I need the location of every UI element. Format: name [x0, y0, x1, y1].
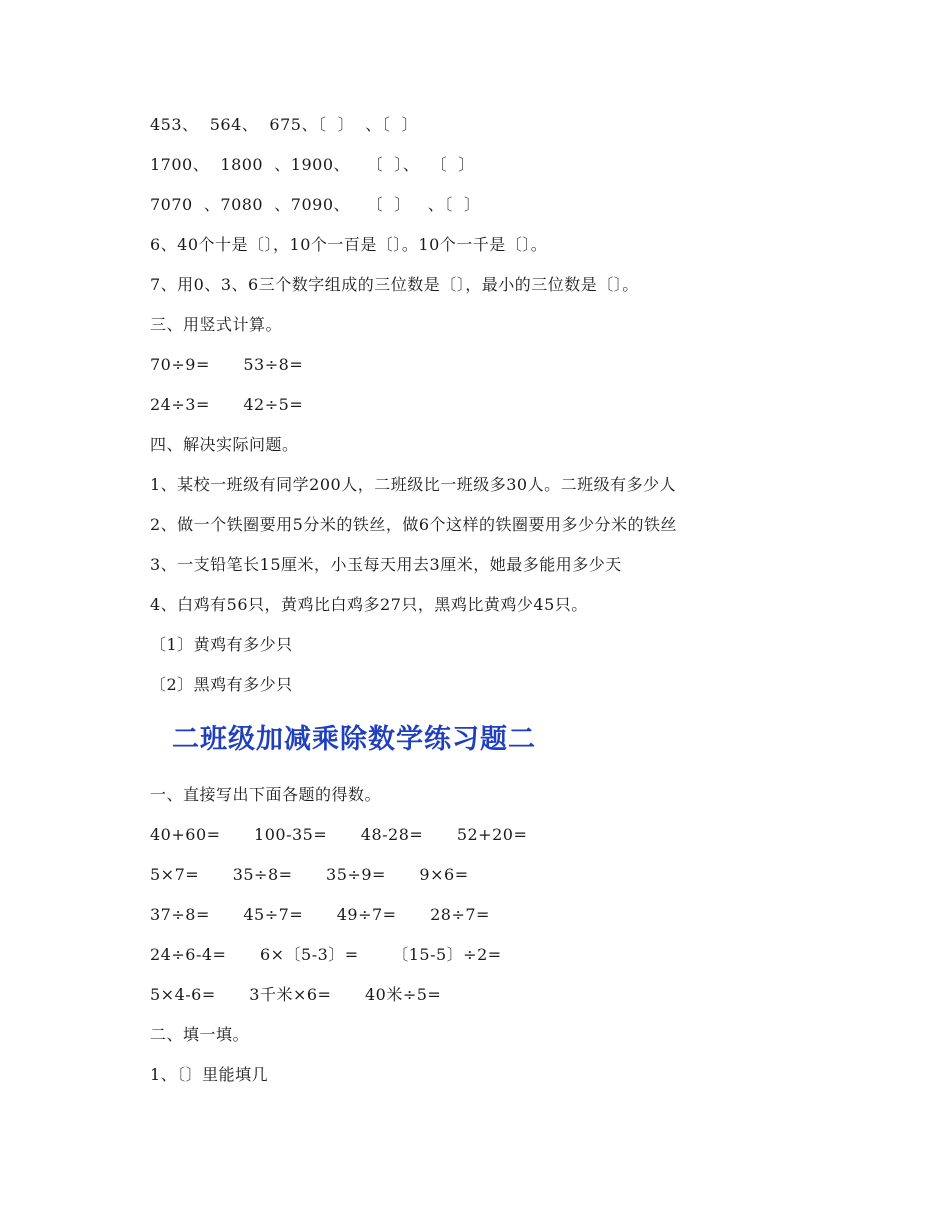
calculation-row-2: 24÷3= 42÷5= — [150, 395, 304, 414]
exercise-row-2: 5×7= 35÷8= 35÷9= 9×6= — [150, 865, 469, 884]
section-heading-vertical-calculation: 三、用竖式计算。 — [150, 315, 283, 334]
word-problem-4: 4、白鸡有56只，黄鸡比白鸡多27只，黑鸡比黄鸡少45只。 — [150, 595, 588, 614]
number-sequence-1: 453、 564、 675、〔 〕 、〔 〕 — [150, 115, 418, 134]
word-problem-2: 2、做一个铁圈要用5分米的铁丝，做6个这样的铁圈要用多少分米的铁丝 — [150, 515, 678, 534]
exercise-row-5: 5×4-6= 3千米×6= 40米÷5= — [150, 985, 442, 1004]
word-problem-4-part-2: 〔2〕黑鸡有多少只 — [150, 675, 293, 694]
number-sequence-2: 1700、 1800 、1900、 〔 〕、 〔 〕 — [150, 155, 475, 174]
section-heading-fill-in: 二、填一填。 — [150, 1025, 250, 1044]
exercise-row-1: 40+60= 100-35= 48-28= 52+20= — [150, 825, 528, 844]
calculation-row-1: 70÷9= 53÷8= — [150, 355, 304, 374]
number-sequence-3: 7070 、7080 、7090、 〔 〕 、〔 〕 — [150, 195, 481, 214]
word-problem-4-part-1: 〔1〕黄鸡有多少只 — [150, 635, 293, 654]
section-heading-direct-answers: 一、直接写出下面各题的得数。 — [150, 785, 382, 804]
word-problem-3: 3、一支铅笔长15厘米，小玉每天用去3厘米，她最多能用多少天 — [150, 555, 622, 574]
question-6: 6、40个十是〔〕，10个一百是〔〕。10个一千是〔〕。 — [150, 235, 548, 254]
word-problem-1: 1、某校一班级有同学200人，二班级比一班级多30人。二班级有多少人 — [150, 475, 677, 494]
section-heading-word-problems: 四、解决实际问题。 — [150, 435, 299, 454]
fill-in-question-1: 1、〔〕里能填几 — [150, 1065, 269, 1084]
page-title: 二班级加减乘除数学练习题二 — [172, 724, 536, 755]
exercise-row-3: 37÷8= 45÷7= 49÷7= 28÷7= — [150, 905, 490, 924]
question-7: 7、用0、3、6三个数字组成的三位数是〔〕，最小的三位数是〔〕。 — [150, 275, 639, 294]
exercise-row-4: 24÷6-4= 6×〔5-3〕= 〔15-5〕÷2= — [150, 945, 502, 964]
